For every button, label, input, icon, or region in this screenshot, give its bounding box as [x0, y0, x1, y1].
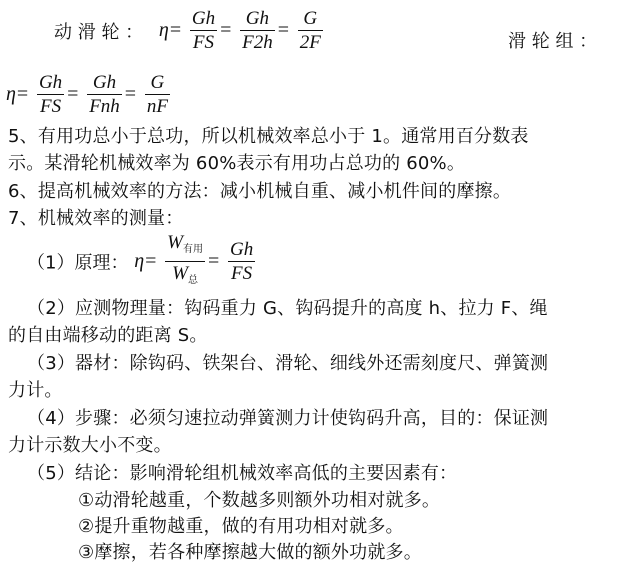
denominator: 2F — [299, 32, 321, 53]
fraction-gh-fs — [228, 239, 255, 284]
eta-symbol: η — [158, 19, 169, 41]
w-symbol: W — [167, 232, 183, 253]
denominator: FS — [40, 96, 62, 117]
fraction-bar — [87, 94, 122, 95]
fraction-bar — [298, 30, 323, 31]
denominator: nF — [146, 96, 168, 117]
point-7-3-line-2: 力计。 — [8, 380, 63, 401]
equals-sign: = — [277, 19, 289, 41]
numerator: Gh — [92, 72, 117, 93]
eta-symbol: η — [134, 250, 145, 272]
fraction-w-useful-w-total — [165, 232, 205, 291]
numerator: G — [303, 8, 318, 29]
denominator: F2h — [242, 32, 273, 53]
eta-symbol: η — [6, 83, 16, 105]
principle-line — [27, 232, 257, 291]
equals-sign: = — [16, 83, 29, 105]
numerator: Gh — [191, 8, 216, 29]
denominator-w-total — [170, 263, 200, 291]
denominator: FS — [231, 263, 253, 284]
equals-sign: = — [220, 19, 232, 41]
fraction-gh-fs — [190, 8, 217, 53]
denominator: FS — [192, 32, 215, 53]
pulley-group-formula — [6, 72, 172, 117]
fraction-gh-f2h — [240, 8, 275, 53]
fraction-bar — [190, 30, 217, 31]
conclusion-item-3: ③摩擦，若各种摩擦越大做的额外功就多。 — [78, 542, 422, 563]
point-7-2-line-2: 的自由端移动的距离 S。 — [8, 325, 208, 346]
fraction-bar — [228, 261, 255, 262]
point-7-4-line-2: 力计示数大小不变。 — [8, 435, 172, 456]
subscript-useful: 有用 — [182, 244, 203, 255]
fraction-bar — [240, 30, 275, 31]
point-7-3-line-1: （3）器材：除钩码、铁架台、滑轮、细线外还需刻度尺、弹簧测 — [27, 353, 549, 374]
fraction-bar — [165, 261, 205, 262]
equals-sign: = — [124, 83, 137, 105]
equals-sign: = — [67, 83, 79, 105]
point-5-line-1: 5、有用功总小于总功，所以机械效率总小于 1。通常用百分数表 — [8, 126, 529, 147]
conclusion-item-1: ①动滑轮越重，个数越多则额外功相对就多。 — [78, 490, 441, 511]
fraction-bar — [145, 94, 170, 95]
w-symbol: W — [172, 263, 188, 284]
fraction-g-nf — [145, 72, 170, 117]
point-7-4-line-1: （4）步骤：必须匀速拉动弹簧测力计使钩码升高，目的：保证测 — [27, 408, 549, 429]
conclusion-item-2: ②提升重物越重，做的有用功相对就多。 — [78, 516, 404, 537]
numerator: Gh — [229, 239, 254, 260]
point-6-line: 6、提高机械效率的方法：减小机械自重、减小机件间的摩擦。 — [8, 181, 512, 202]
pulley-group-label: 滑 轮 组 ： — [508, 31, 598, 52]
fraction-gh-fs — [37, 72, 64, 117]
equals-sign: = — [169, 19, 182, 41]
subscript-total: 总 — [187, 275, 198, 286]
numerator-w-useful — [165, 232, 205, 260]
fraction-gh-fnh — [87, 72, 122, 117]
numerator: G — [150, 72, 165, 93]
fraction-g-2f — [298, 8, 323, 53]
fraction-bar — [37, 94, 64, 95]
numerator: Gh — [38, 72, 63, 93]
equals-sign: = — [145, 250, 157, 272]
dynamic-pulley-label: 动 滑 轮 ： — [54, 21, 144, 43]
point-7-heading: 7、机械效率的测量： — [8, 208, 184, 229]
denominator: Fnh — [89, 96, 120, 117]
point-7-5-line: （5）结论：影响滑轮组机械效率高低的主要因素有： — [27, 463, 458, 484]
equals-sign: = — [207, 250, 220, 272]
principle-label: （1）原理： — [27, 252, 129, 274]
point-7-2-line-1: （2）应测物理量：钩码重力 G、钩码提升的高度 h、拉力 F、绳 — [27, 298, 548, 319]
point-5-line-2: 示。某滑轮机械效率为 60%表示有用功占总功的 60%。 — [8, 153, 466, 174]
dynamic-pulley-formula — [54, 8, 325, 53]
numerator: Gh — [245, 8, 270, 29]
